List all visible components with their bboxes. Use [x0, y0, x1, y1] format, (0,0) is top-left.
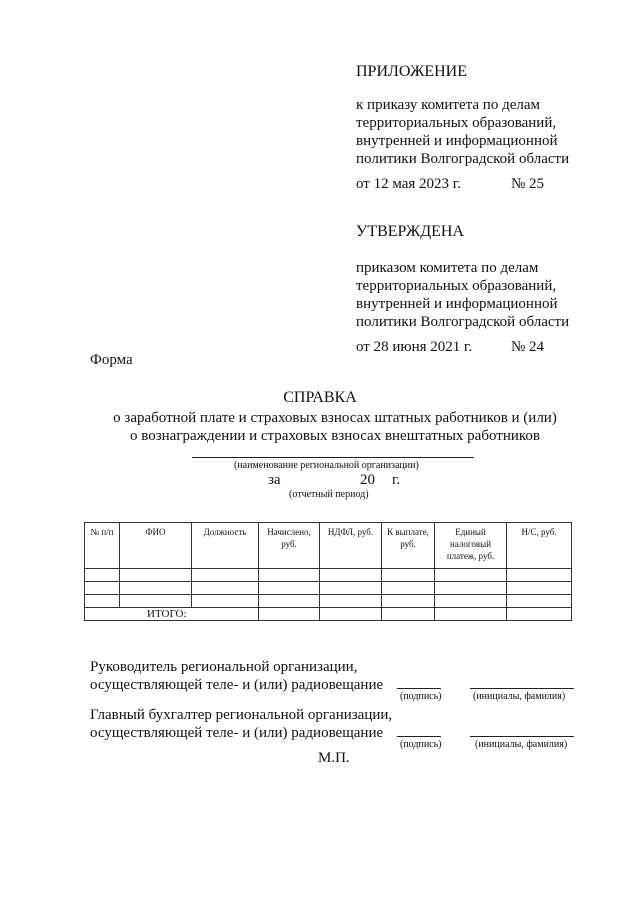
header-ndfl: НДФЛ, руб.	[320, 523, 382, 569]
accountant-name-line	[470, 736, 574, 737]
accountant-sign-caption: (подпись)	[400, 739, 442, 750]
head-sign-caption: (подпись)	[400, 691, 442, 702]
appendix-line-3: внутренней и информационной	[356, 133, 558, 149]
header-name: ФИО	[120, 523, 192, 569]
table-row	[85, 595, 572, 608]
organization-name-line	[192, 457, 474, 458]
accountant-name-caption: (инициалы, фамилия)	[475, 739, 568, 750]
header-tax-payment: Единый налоговый платеж, руб.	[435, 523, 507, 569]
appendix-number: № 25	[511, 176, 545, 192]
appendix-line-4: политики Волгоградской области	[356, 151, 570, 167]
approved-title: УТВЕРЖДЕНА	[356, 223, 465, 240]
approved-line-3: внутренней и информационной	[356, 296, 558, 312]
appendix-line-2: территориальных образований,	[356, 115, 557, 131]
approved-line-4: политики Волгоградской области	[356, 314, 570, 330]
total-label: ИТОГО:	[85, 608, 259, 621]
heading-line-2: о вознаграждении и страховых взносах внештатных работников	[129, 428, 540, 444]
accountant-line-1: Главный бухгалтер региональной организации,	[90, 707, 393, 723]
appendix-title: ПРИЛОЖЕНИЕ	[356, 63, 468, 80]
period-g: г.	[392, 472, 401, 488]
heading-line-1: о заработной плате и страховых взносах штатных работников и (или)	[113, 410, 557, 426]
table-row	[85, 582, 572, 595]
period-year: 20	[360, 472, 375, 488]
appendix-line-1: к приказу комитета по делам	[356, 97, 540, 113]
header-number: № п/п	[85, 523, 120, 569]
approved-line-2: территориальных образований,	[356, 278, 557, 294]
table-row	[85, 569, 572, 582]
table-total-row	[85, 608, 572, 621]
head-name-caption: (инициалы, фамилия)	[473, 691, 566, 702]
stamp-label: М.П.	[318, 750, 350, 766]
approved-number: № 24	[511, 339, 545, 355]
approved-date: от 28 июня 2021 г.	[356, 339, 473, 355]
organization-caption: (наименование региональной организации)	[234, 460, 419, 471]
header-position: Должность	[192, 523, 259, 569]
salary-table	[84, 522, 572, 621]
head-name-line	[470, 688, 574, 689]
period-caption: (отчетный период)	[289, 489, 369, 500]
appendix-date: от 12 мая 2023 г.	[356, 176, 462, 192]
head-signature-line	[397, 688, 441, 689]
head-line-2: осуществляющей теле- и (или) радиовещание	[90, 677, 384, 693]
document-title: СПРАВКА	[283, 389, 357, 406]
head-line-1: Руководитель региональной организации,	[90, 659, 358, 675]
header-accrued: Начислено, руб.	[259, 523, 320, 569]
header-payout: К выплате, руб.	[382, 523, 435, 569]
approved-line-1: приказом комитета по делам	[356, 260, 539, 276]
accountant-signature-line	[397, 736, 441, 737]
period-za: за	[268, 472, 281, 488]
header-ns: Н/С, руб.	[507, 523, 572, 569]
accountant-line-2: осуществляющей теле- и (или) радиовещание	[90, 725, 384, 741]
table-header-row	[85, 523, 572, 569]
form-label: Форма	[90, 352, 133, 368]
